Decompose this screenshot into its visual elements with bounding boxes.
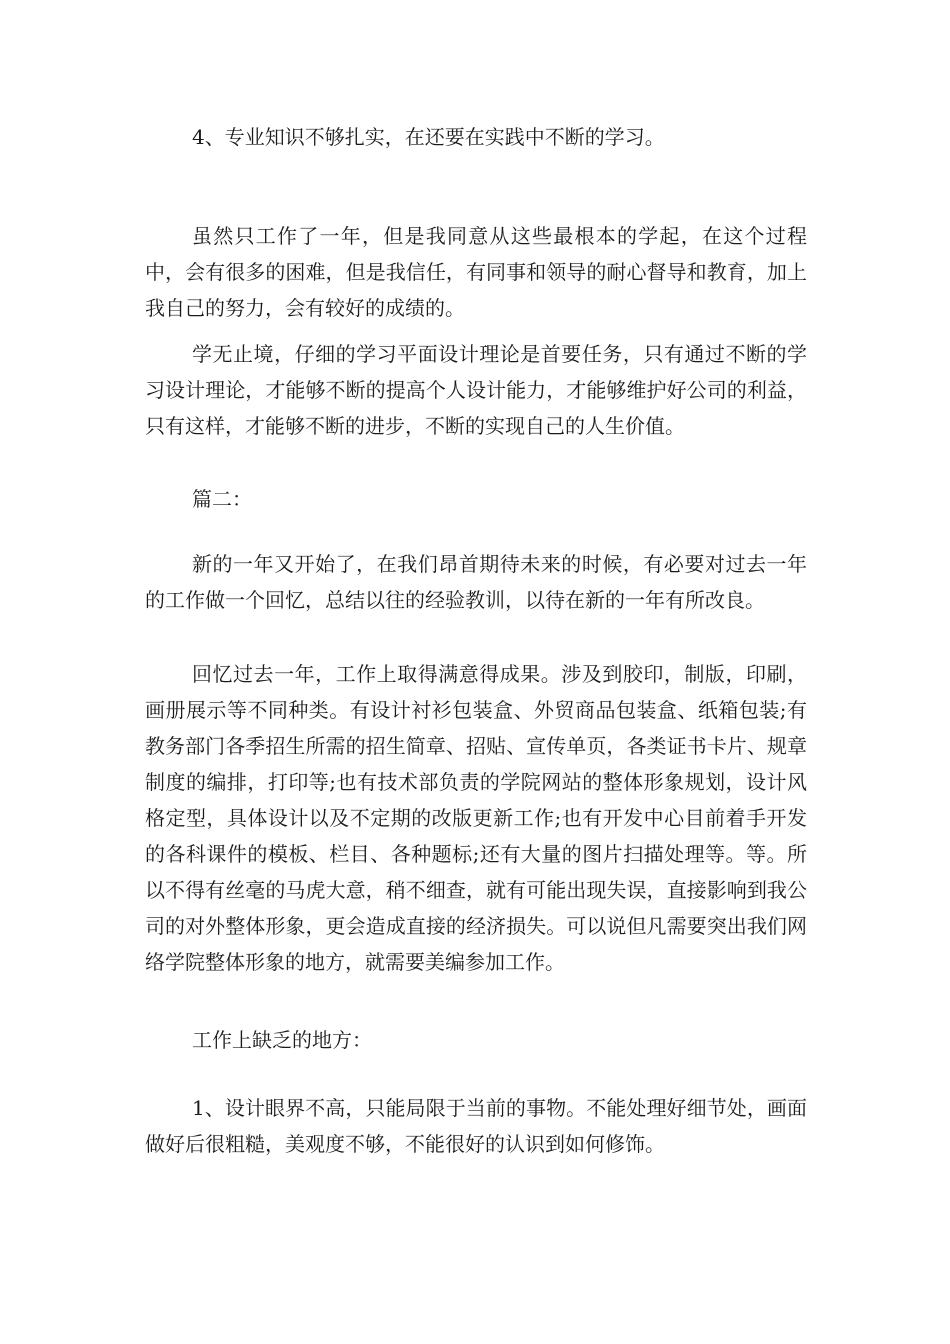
paragraph-review: 回忆过去一年，工作上取得满意得成果。涉及到胶印，制版，印刷，画册展示等不同种类。有设计衬衫包装盒、外贸商品包装盒、纸箱包装;有教务部门各季招生所需的招生简章、招贴、宣传单页，各类证书卡片、规章制度的编排，打印等;也有技术部负责的学院网站的整体形象规划，设计风格定型，具体设计以及不定期的改版更新工作;也有开发中心目前着手开发的各科课件的模板、栏目、各种题标;还有大量的图片扫描处理等。等。所以不得有丝毫的马虎大意，稍不细查，就有可能出现失误，直接影响到我公司的对外整体形象，更会造成直接的经济损失。可以说但凡需要突出我们网络学院整体形象的地方，就需要美编参加工作。 [145, 662, 807, 974]
paragraph-item-4: 4、专业知识不够扎实，在还要在实践中不断的学习。 [192, 125, 665, 149]
section-heading-part-two: 篇二： [192, 487, 252, 511]
paragraph-new-year: 新的一年又开始了，在我们昂首期待未来的时候，有必要对过去一年的工作做一个回忆，总结以往的经验教训，以待在新的一年有所改良。 [145, 552, 807, 612]
paragraph-commitment: 虽然只工作了一年，但是我同意从这些最根本的学起，在这个过程中，会有很多的困难，但是我信任，有同事和领导的耐心督导和教育，加上我自己的努力，会有较好的成绩的。 [145, 224, 807, 320]
paragraph-item-1: 1、设计眼界不高，只能局限于当前的事物。不能处理好细节处，画面做好后很粗糙，美观度不够，不能很好的认识到如何修饰。 [145, 1096, 807, 1156]
paragraph-shortcomings-heading: 工作上缺乏的地方： [192, 1028, 372, 1052]
paragraph-learning: 学无止境，仔细的学习平面设计理论是首要任务，只有通过不断的学习设计理论，才能够不断的提高个人设计能力，才能够维护好公司的利益，只有这样，才能够不断的进步，不断的实现自己的人生价值。 [145, 342, 807, 438]
